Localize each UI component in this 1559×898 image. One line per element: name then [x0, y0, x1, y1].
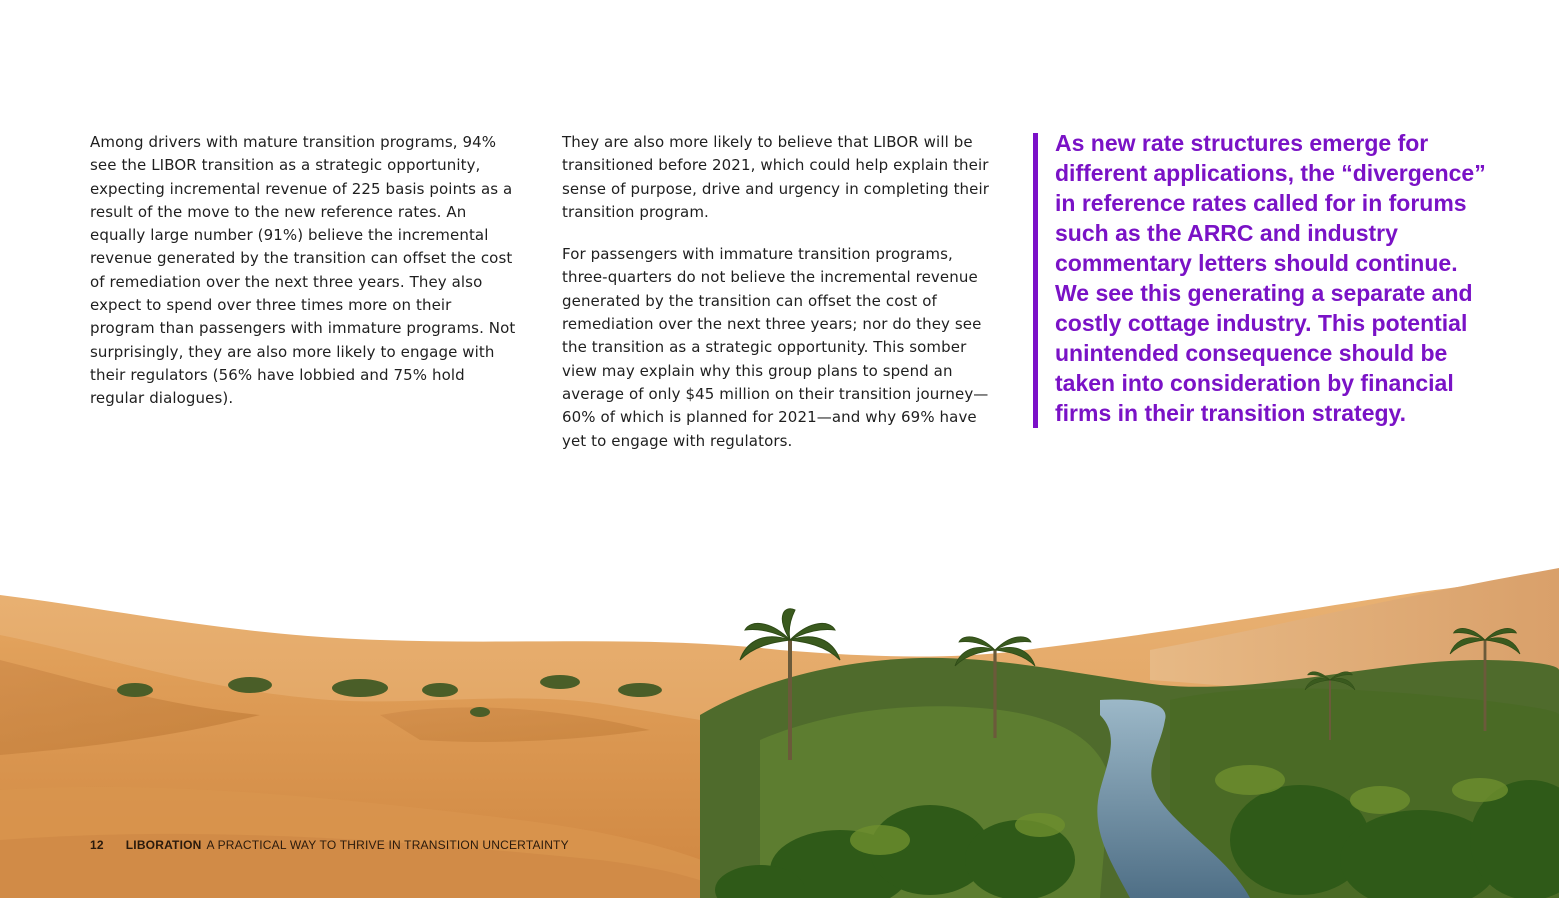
- body-column-left: [90, 131, 520, 430]
- page-footer: [90, 838, 569, 852]
- pull-quote-text: As new rate structures emerge for different applications, the “divergence” in reference rates called for in forums such as the ARRC and industry commentary letters should continue. We see this generating a separate and costly cottage industry. This potential unintended consequence should be taken into consideration by financial firms in their transition strategy.: [1055, 130, 1486, 426]
- body-column-middle: [562, 131, 1002, 472]
- body-paragraph: For passengers with immature transition programs, three-quarters do not believe the incremental revenue generated by the transition can offset the cost of remediation over the next three years; nor do they see the transition as a strategic opportunity. This somber view may explain why this group plans to spend an average of only $45 million on their transition journey—60% of which is planned for 2021—and why 69% have yet to engage with regulators.: [562, 245, 989, 450]
- body-paragraph: They are also more likely to believe that LIBOR will be transitioned before 2021, which could help explain their sense of purpose, drive and urgency in completing their transition program.: [562, 133, 990, 221]
- body-paragraph: Among drivers with mature transition programs, 94% see the LIBOR transition as a strategic opportunity, expecting incremental revenue of 225 basis points as a result of the move to the new reference rates. An equally large number (91%) believe the incremental revenue generated by the transition can offset the cost of remediation over the next three years. They also expect to spend over three times more on their program than passengers with immature programs. Not surprisingly, they are also more likely to engage with their regulators (56% have lobbied and 75% hold regular dialogues).: [90, 133, 516, 408]
- pull-quote: [1033, 130, 1495, 428]
- footer-tagline: A PRACTICAL WAY TO THRIVE IN TRANSITION UNCERTAINTY: [206, 838, 569, 852]
- page-number: 12: [90, 838, 104, 852]
- footer-brand: LIBORATION: [125, 838, 202, 852]
